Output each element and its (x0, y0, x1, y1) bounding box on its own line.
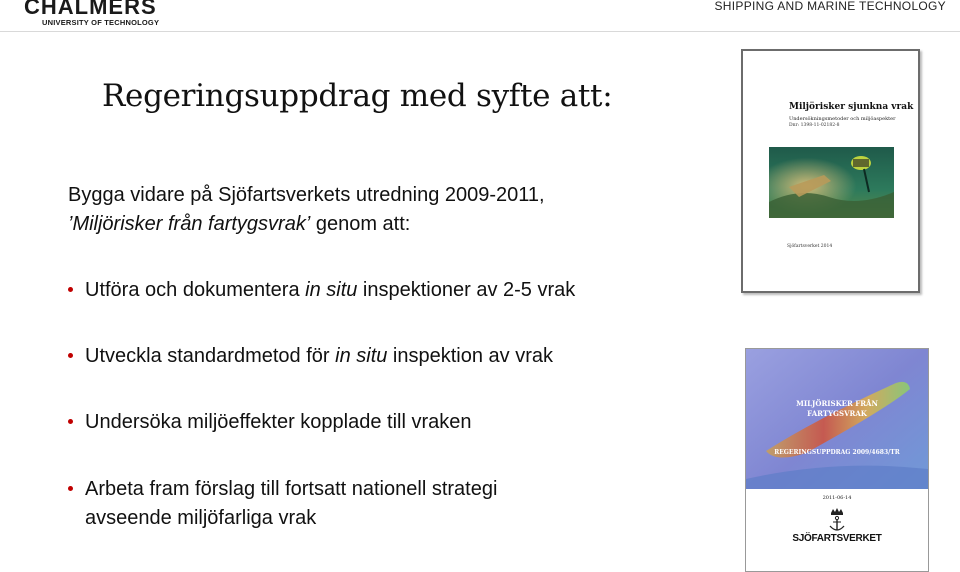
bullet-2-text: Utveckla standardmetod för (85, 345, 336, 367)
intro-line-2-rest: genom att: (310, 213, 411, 235)
report1-title: Miljörisker sjunkna vrak (789, 102, 914, 112)
bullet-item-4 (68, 475, 497, 533)
round-bullet-icon (68, 486, 73, 491)
bullet-item-2 (68, 342, 553, 371)
bullet-1-italic: in situ (305, 279, 358, 301)
round-bullet-icon (68, 287, 73, 292)
report1-subtitle: Undersökningsmetoder och miljöaspekter (789, 116, 896, 122)
slide-title: Regeringsuppdrag med syfte att: (102, 78, 613, 114)
bullet-item-1 (68, 276, 575, 305)
underwater-wreck-photo (769, 147, 894, 218)
anchor-crown-emblem-icon (826, 507, 848, 533)
report2-reference: REGERINGSUPPDRAG 2009/4683/TR (774, 449, 900, 456)
bullet-2-rest: inspektion av vrak (387, 345, 554, 367)
bullet-2-italic: in situ (335, 345, 388, 367)
report2-title-line-2: FARTYGSVRAK (807, 409, 867, 418)
report2-organization: SJÖFARTSVERKET (792, 533, 882, 544)
sonar-wreck-image (746, 349, 928, 501)
bullet-4-line-1: Arbeta fram förslag till fortsatt nationell strategi (85, 478, 498, 500)
bullet-3-text: Undersöka miljöeffekter kopplade till vraken (85, 411, 472, 433)
logo-subtitle: UNIVERSITY OF TECHNOLOGY (42, 18, 160, 27)
report1-footer: Sjöfartsverket 2014 (787, 244, 833, 249)
department-label: SHIPPING AND MARINE TECHNOLOGY (714, 0, 946, 13)
bullet-4-line-2: avseende miljöfarliga vrak (85, 507, 317, 529)
report1-dnr: Dnr: 1398-11-02182-8 (789, 123, 840, 128)
report-cover-miljorisker-sjunkna-vrak (741, 49, 920, 293)
report2-title-line-1: MILJÖRISKER FRÅN (796, 399, 878, 408)
logo-wordmark: CHALMERS (24, 0, 157, 19)
intro-line-2 (68, 210, 545, 239)
intro-line-1: Bygga vidare på Sjöfartsverkets utredning 2009-2011, (68, 184, 545, 206)
intro-report-name: ’Miljörisker från fartygsvrak’ (68, 213, 311, 235)
bullet-1-text: Utföra och dokumentera (85, 279, 306, 301)
slide-header (0, 0, 960, 32)
chalmers-logo (24, 0, 159, 27)
header-divider (0, 31, 960, 32)
round-bullet-icon (68, 353, 73, 358)
report-cover-miljorisker-fran-fartygsvrak (745, 348, 929, 572)
bullet-1-rest: inspektioner av 2-5 vrak (357, 279, 576, 301)
report2-date: 2011-06-14 (822, 495, 852, 501)
bullet-item-3 (68, 408, 472, 437)
round-bullet-icon (68, 419, 73, 424)
intro-text (68, 181, 545, 239)
